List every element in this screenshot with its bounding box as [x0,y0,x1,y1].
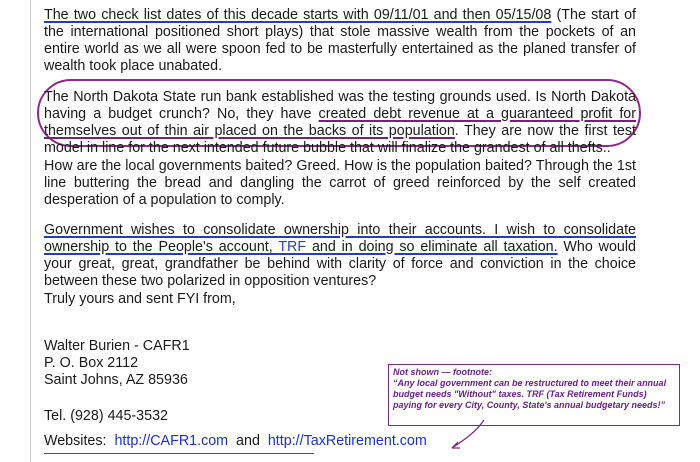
signature-name: Walter Burien - CAFR1 [44,338,190,354]
signature-websites [44,433,427,450]
paragraph-text: (The start of the international positioned short plays) that stole massive wealth from the pockets of an entire world as we all were spoon fed to be masterfully entertained as the planed transfer of wealth took place unabated. [44,7,636,74]
footnote-body: “Any local government can be restructured to meet their annual budget needs "Without" taxes. TRF (Tax Retirement Funds) paying for every City, County, State's annual budgetary needs!” [393,378,667,410]
signature-rule [44,453,314,454]
paragraph-text: Who would your great, great, grandfather be behind with clarity of force and conviction in the choice between these two polarized in opposition ventures? [44,239,636,289]
paragraph-consolidate-ownership [44,222,636,290]
paragraph-text: and in doing so eliminate all taxation. [306,239,558,255]
paragraph-text: . They are now the first test model in line for the next intended future bubble that will finalize the grandest of all thefts.. [44,123,636,156]
cafr1-link[interactable]: http://CAFR1.com [114,433,229,449]
underlined-debt-phrase: created debt revenue at a guaranteed profit for themselves out of thin air placed on the backs of its population [44,106,636,139]
taxretirement-link[interactable]: http://TaxRetirement.com [267,433,427,449]
signature-po-box: P. O. Box 2112 [44,355,139,371]
callout-arrow-icon [446,418,486,454]
trf-term: TRF [278,239,307,255]
paragraph-text: The North Dakota State run bank established was the testing grounds used. Is North Dakota having a budget crunch? No, they have [44,89,636,122]
page-margin-rule [30,0,31,462]
paragraph-check-list-dates [44,7,636,75]
paragraph-north-dakota [44,89,636,157]
paragraph-text: How are the local governments baited? Greed. How is the population baited? Through the 1st line buttering the bread and dangling the carrot of greed reinforced by the self created desperation of a population to comply. [44,158,636,208]
closing-line: Truly yours and sent FYI from, [44,291,236,307]
websites-label: Websites: [44,433,107,449]
paragraph-text: Government wishes to consolidate ownership into their accounts. I wish to consolidate ownership to the People's account, [44,222,636,255]
paragraph-local-governments [44,158,636,209]
footnote-title: Not shown — footnote: [393,367,492,377]
underlined-dates-phrase: The two check list dates of this decade starts with 09/11/01 and then 05/15/08 [44,7,552,23]
signature-telephone: Tel. (928) 445-3532 [44,408,168,424]
underlined-consolidate-phrase [44,222,636,255]
footnote-callout [388,364,680,426]
and-text: and [236,433,260,449]
signature-city: Saint Johns, AZ 85936 [44,372,188,388]
